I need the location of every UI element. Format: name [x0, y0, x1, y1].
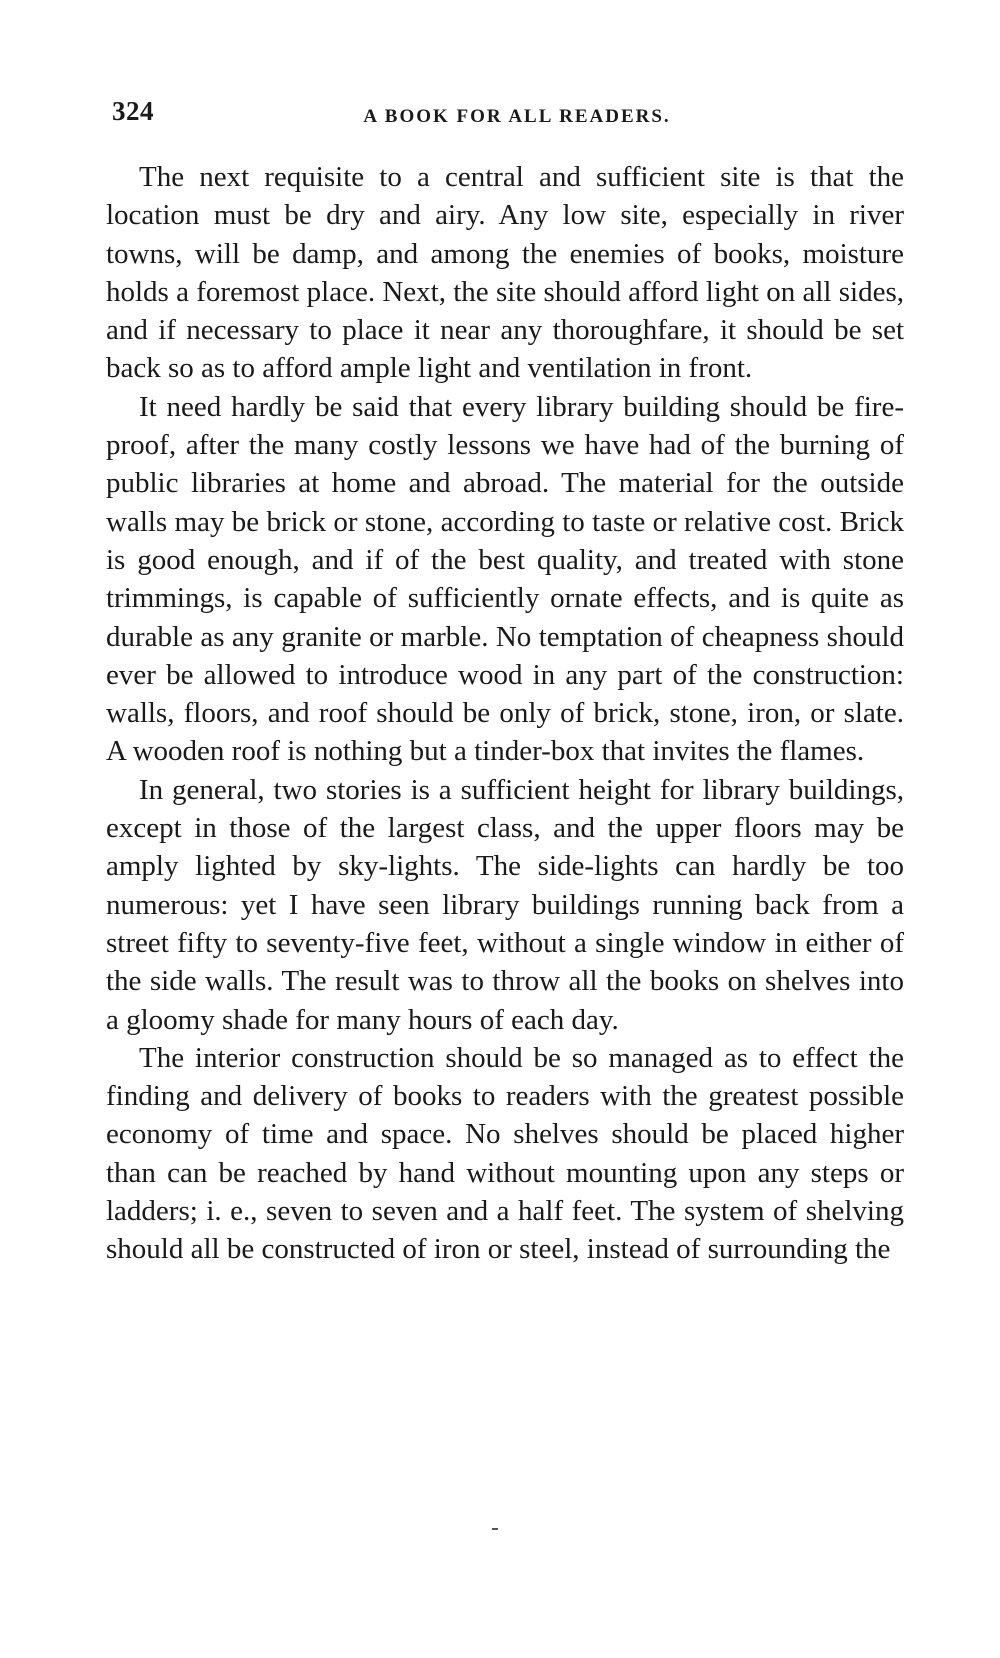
paragraph-fire-proof: It need hardly be said that every library building should be fire-proof, after the many costly lessons we have had of the burning of public libraries at home and abroad. The material for the outside walls may be brick or stone, according to taste or relative cost. Brick is good enough, and if of the best quality, and treated with stone trimmings, is capable of sufficiently ornate effects, and is quite as durable as any granite or marble. No temptation of cheapness should ever be allowed to introduce wood in any part of the construction: walls, floors, and roof should be only of brick, stone, iron, or slate. A wooden roof is nothing but a tinder-box that invites the flames.	[106, 390, 904, 768]
printer-mark	[492, 1528, 498, 1530]
running-title: A BOOK FOR ALL READERS.	[363, 106, 671, 127]
paragraph-interior-construction: The interior construction should be so managed as to effect the finding and delivery of books to readers with the greatest possible economy of time and space. No shelves should be placed higher than can be reached by hand without mounting upon any steps or ladders; i. e., seven to seven and a half feet. The system of shelving should all be constructed of iron or steel, instead of surrounding the	[106, 1041, 904, 1266]
paragraph-site-location: The next requisite to a central and sufficient site is that the location must be dry and airy. Any low site, especially in river towns, will be damp, and among the enemies of books, moisture holds a foremost place. Next, the site should afford light on all sides, and if necessary to place it near any thoroughfare, it should be set back so as to afford ample light and ventilation in front.	[106, 161, 904, 385]
paragraph-stories-lighting: In general, two stories is a sufficient height for library buildings, except in those of the largest class, and the upper floors may be amply lighted by sky-lights. The side-lights can hardly be too numerous: yet I have seen library buildings running back from a street fifty to seventy-five feet, without a single window in either of the side walls. The result was to throw all the books on shelves into a gloomy shade for many hours of each day.	[106, 773, 904, 1036]
page-number: 324	[112, 96, 154, 126]
page-header	[112, 96, 902, 136]
page-body	[106, 158, 904, 1269]
